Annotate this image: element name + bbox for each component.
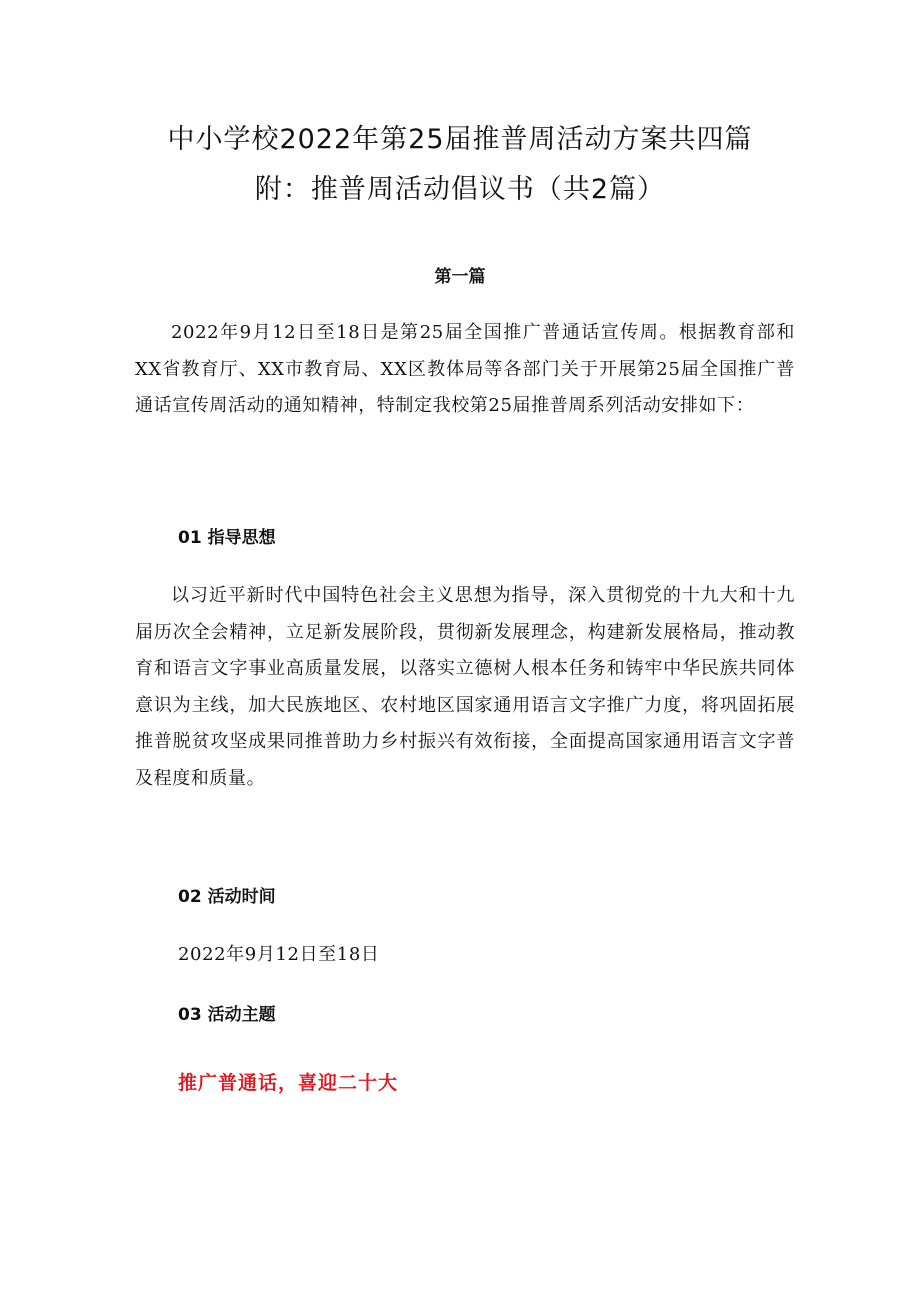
heading-activity-theme: 03 活动主题 [178,1005,276,1025]
intro-paragraph: 2022年9月12日至18日是第25届全国推广普通话宣传周。根据教育部和XX省教育厅、XX市教育局、XX区教体局等各部门关于开展第25届全国推广普通话宣传周活动的通知精神，特制定我校第25届推普周系列活动安排如下： [135,322,795,417]
activity-theme-text: 推广普通话，喜迎二十大 [178,1072,399,1094]
guiding-ideology-paragraph: 以习近平新时代中国特色社会主义思想为指导，深入贯彻党的十九大和十九届历次全会精神，立足新发展阶段，贯彻新发展理念，构建新发展格局，推动教育和语言文字事业高质量发展，以落实立德树人根本任务和铸牢中华民族共同体意识为主线，加大民族地区、农村地区国家通用语言文字推广力度，将巩固拓展推普脱贫攻坚成果同推普助力乡村振兴有效衔接，全面提高国家通用语言文字普及程度和质量。 [135,585,795,789]
document-title: 中小学校2022年第25届推普周活动方案共四篇 [167,124,753,155]
section-heading: 第一篇 [434,267,486,287]
heading-guiding-ideology: 01 指导思想 [178,528,276,548]
document-subtitle: 附：推普周活动倡议书（共2篇） [254,174,666,205]
heading-activity-time: 02 活动时间 [178,887,276,907]
activity-time-text: 2022年9月12日至18日 [178,944,380,965]
